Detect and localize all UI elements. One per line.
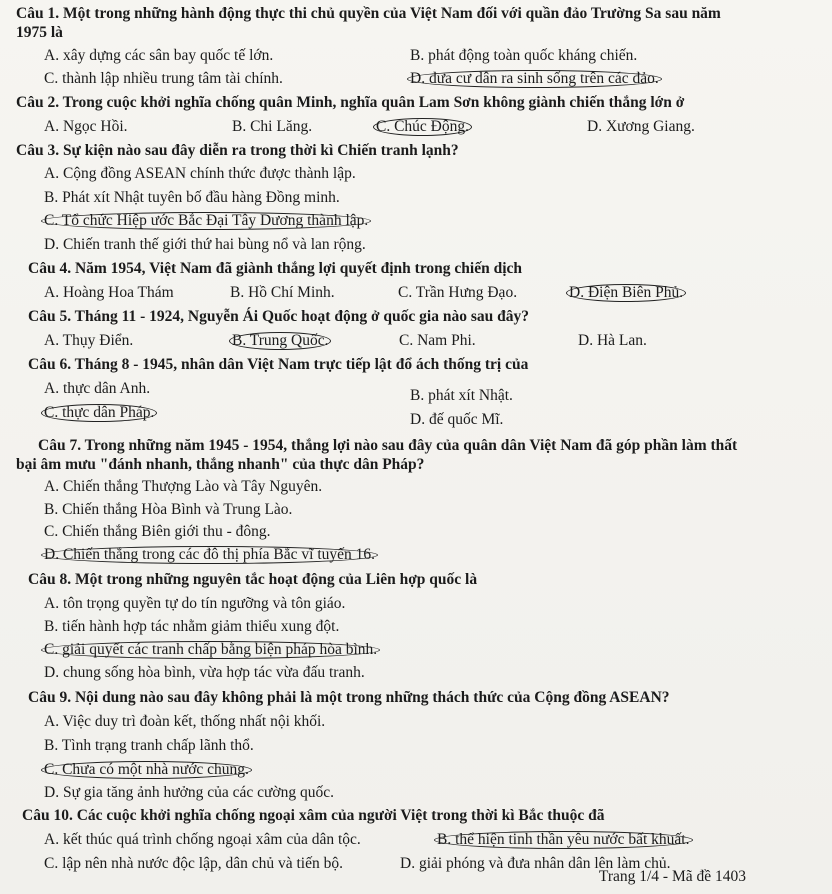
question-1-stem-cont: 1975 là bbox=[16, 24, 63, 41]
question-2-option-c[interactable] bbox=[376, 117, 472, 137]
question-1-option-a[interactable]: A. xây dựng các sân bay quốc tế lớn. bbox=[44, 47, 274, 64]
question-2-option-a[interactable]: A. Ngọc Hồi. bbox=[44, 118, 128, 135]
question-10-option-a[interactable]: A. kết thúc quá trình chống ngoại xâm của dân tộc. bbox=[44, 831, 361, 848]
question-1-option-d[interactable] bbox=[410, 69, 662, 89]
question-4-stem: Câu 4. Năm 1954, Việt Nam đã giành thắng lợi quyết định trong chiến dịch bbox=[28, 260, 523, 277]
question-7-stem: Câu 7. Trong những năm 1945 - 1954, thắng lợi nào sau đây của quân dân Việt Nam đã góp phần làm thất bbox=[38, 437, 738, 454]
question-8-stem: Câu 8. Một trong những nguyên tắc hoạt động của Liên hợp quốc là bbox=[28, 571, 478, 588]
question-3-option-d[interactable]: D. Chiến tranh thế giới thứ hai bùng nổ và lan rộng. bbox=[44, 236, 366, 253]
question-4-option-c[interactable]: C. Trần Hưng Đạo. bbox=[398, 284, 518, 301]
question-10-option-c[interactable]: C. lập nên nhà nước độc lập, dân chủ và tiến bộ. bbox=[44, 855, 343, 872]
question-4-option-a[interactable]: A. Hoàng Hoa Thám bbox=[44, 284, 174, 301]
question-8-option-a[interactable]: A. tôn trọng quyền tự do tín ngưỡng và tôn giáo. bbox=[44, 595, 346, 612]
selected-answer-mark: C. thực dân Pháp. bbox=[41, 404, 157, 422]
question-9-option-a[interactable]: A. Việc duy trì đoàn kết, thống nhất nội khối. bbox=[44, 713, 326, 730]
question-10-stem: Câu 10. Các cuộc khởi nghĩa chống ngoại xâm của người Việt trong thời kì Bắc thuộc đã bbox=[22, 807, 605, 824]
question-8-option-d[interactable]: D. chung sống hòa bình, vừa hợp tác vừa đấu tranh. bbox=[44, 664, 365, 681]
question-1-option-b[interactable]: B. phát động toàn quốc kháng chiến. bbox=[410, 47, 638, 64]
question-6-option-b[interactable]: B. phát xít Nhật. bbox=[410, 387, 513, 404]
selected-answer-mark: D. Chiến thắng trong các đô thị phía Bắc vĩ tuyến 16. bbox=[41, 546, 378, 564]
question-7-option-b[interactable]: B. Chiến thắng Hòa Bình và Trung Lào. bbox=[44, 501, 293, 518]
question-6-option-d[interactable]: D. đế quốc Mĩ. bbox=[410, 411, 504, 428]
question-5-stem: Câu 5. Tháng 11 - 1924, Nguyễn Ái Quốc hoạt động ở quốc gia nào sau đây? bbox=[28, 308, 529, 325]
selected-answer-mark: D. Điện Biên Phủ. bbox=[566, 284, 686, 302]
question-6-stem: Câu 6. Tháng 8 - 1945, nhân dân Việt Nam trực tiếp lật đổ ách thống trị của bbox=[28, 356, 529, 373]
question-9-option-b[interactable]: B. Tình trạng tranh chấp lãnh thổ. bbox=[44, 737, 254, 754]
page-footer: Trang 1/4 - Mã đề 1403 bbox=[598, 868, 746, 885]
selected-answer-mark: C. giải quyết các tranh chấp bằng biện pháp hòa bình. bbox=[41, 641, 380, 659]
question-8-option-c[interactable] bbox=[44, 640, 380, 660]
selected-answer-mark: B. thể hiện tinh thần yêu nước bất khuất. bbox=[434, 831, 693, 849]
question-5-option-a[interactable]: A. Thụy Điển. bbox=[44, 332, 134, 349]
question-1-option-c[interactable]: C. thành lập nhiều trung tâm tài chính. bbox=[44, 70, 283, 87]
question-6-option-a[interactable]: A. thực dân Anh. bbox=[44, 380, 151, 397]
question-3-option-a[interactable]: A. Cộng đồng ASEAN chính thức được thành lập. bbox=[44, 165, 356, 182]
question-3-stem: Câu 3. Sự kiện nào sau đây diễn ra trong thời kì Chiến tranh lạnh? bbox=[16, 142, 459, 159]
question-2-stem: Câu 2. Trong cuộc khởi nghĩa chống quân Minh, nghĩa quân Lam Sơn không giành chiến thắng lớn ở bbox=[16, 94, 685, 111]
question-5-option-b[interactable] bbox=[232, 331, 331, 351]
question-10-option-d[interactable]: D. giải phóng và đưa nhân dân lên làm chủ. bbox=[400, 855, 671, 872]
question-7-stem-cont: bại âm mưu "đánh nhanh, thắng nhanh" của thực dân Pháp? bbox=[16, 456, 425, 473]
question-3-option-b[interactable]: B. Phát xít Nhật tuyên bố đầu hàng Đồng minh. bbox=[44, 189, 340, 206]
question-7-option-c[interactable]: C. Chiến thắng Biên giới thu - đông. bbox=[44, 523, 271, 540]
question-4-option-b[interactable]: B. Hồ Chí Minh. bbox=[230, 284, 335, 301]
question-3-option-c[interactable] bbox=[44, 211, 371, 231]
question-6-option-c[interactable] bbox=[44, 403, 157, 423]
question-10-option-b[interactable] bbox=[437, 830, 693, 850]
question-9-option-c[interactable] bbox=[44, 760, 252, 780]
question-4-option-d[interactable] bbox=[569, 283, 686, 303]
selected-answer-mark: C. Tổ chức Hiệp ước Bắc Đại Tây Dương thành lập. bbox=[41, 212, 371, 230]
question-9-stem: Câu 9. Nội dung nào sau đây không phải là một trong những thách thức của Cộng đồng ASEAN? bbox=[28, 689, 670, 706]
question-2-option-b[interactable]: B. Chi Lăng. bbox=[232, 118, 313, 135]
selected-answer-mark: D. đưa cư dân ra sinh sống trên các đảo. bbox=[407, 70, 662, 88]
question-1-stem: Câu 1. Một trong những hành động thực thi chủ quyền của Việt Nam đối với quần đảo Trường Sa sau năm bbox=[16, 5, 721, 22]
question-7-option-d[interactable] bbox=[44, 545, 378, 565]
question-5-option-c[interactable]: C. Nam Phi. bbox=[399, 332, 476, 349]
selected-answer-mark: B. Trung Quốc. bbox=[229, 332, 331, 350]
question-5-option-d[interactable]: D. Hà Lan. bbox=[578, 332, 647, 349]
question-8-option-b[interactable]: B. tiến hành hợp tác nhằm giảm thiểu xung đột. bbox=[44, 618, 340, 635]
selected-answer-mark: C. Chúc Động. bbox=[373, 118, 472, 136]
question-9-option-d[interactable]: D. Sự gia tăng ảnh hưởng của các cường quốc. bbox=[44, 784, 334, 801]
question-2-option-d[interactable]: D. Xương Giang. bbox=[587, 118, 695, 135]
selected-answer-mark: C. Chưa có một nhà nước chung. bbox=[41, 761, 252, 779]
question-7-option-a[interactable]: A. Chiến thắng Thượng Lào và Tây Nguyên. bbox=[44, 478, 323, 495]
